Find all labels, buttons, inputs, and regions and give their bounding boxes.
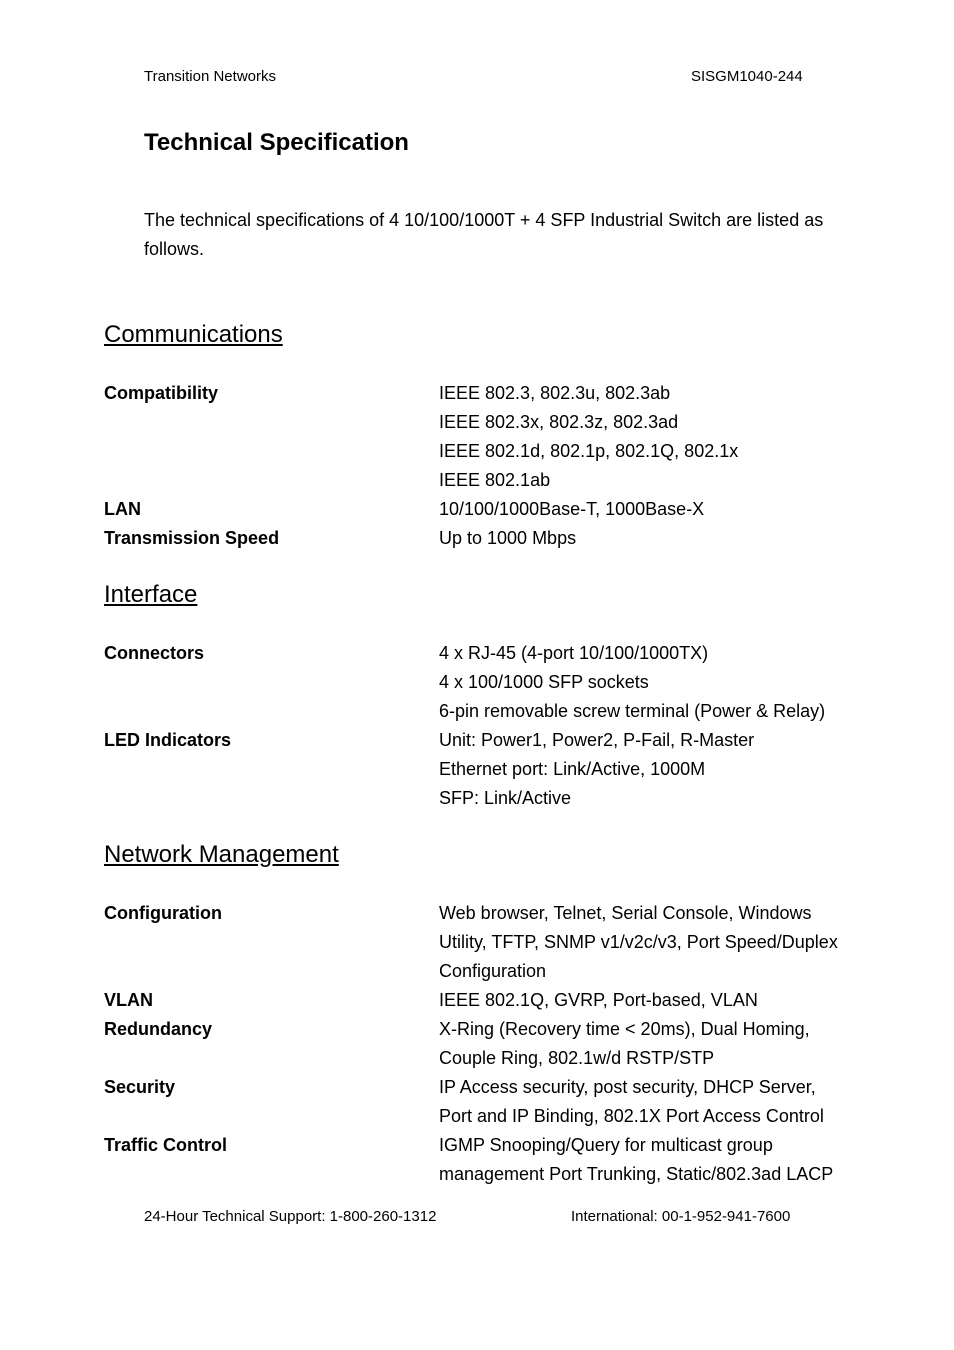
spec-row-lan: [104, 495, 884, 524]
spec-value: IEEE 802.3, 802.3u, 802.3ab: [439, 383, 671, 403]
spec-value: 4 x RJ-45 (4-port 10/100/1000TX): [439, 643, 709, 663]
spec-value: SFP: Link/Active: [439, 788, 572, 808]
page-title: Technical Specification: [144, 129, 409, 156]
spec-values: [439, 899, 884, 986]
spec-values: [439, 639, 884, 726]
section-title-network-management: Network Management: [104, 841, 339, 868]
spec-values: [439, 986, 884, 1015]
section-title-communications: Communications: [104, 321, 283, 348]
spec-label: Compatibility: [104, 383, 219, 403]
spec-label: LAN: [104, 499, 141, 519]
spec-values: [439, 495, 884, 524]
spec-list-communications: [104, 379, 884, 553]
section-title-interface: Interface: [104, 581, 198, 608]
spec-row-transmission-speed: [104, 524, 884, 553]
spec-values: [439, 379, 884, 495]
spec-list-interface: [104, 639, 884, 813]
spec-label: VLAN: [104, 990, 153, 1010]
spec-value: IEEE 802.3x, 802.3z, 802.3ad: [439, 412, 679, 432]
spec-label: Configuration: [104, 903, 222, 923]
spec-row-security: [104, 1073, 884, 1131]
spec-value: Couple Ring, 802.1w/d RSTP/STP: [439, 1048, 715, 1068]
spec-row-led-indicators: [104, 726, 884, 813]
header-model: SISGM1040-244: [691, 68, 803, 85]
spec-label: Traffic Control: [104, 1135, 228, 1155]
spec-values: [439, 524, 884, 553]
intro-paragraph: The technical specifications of 4 10/100/1000T + 4 SFP Industrial Switch are listed as follows.: [144, 210, 824, 259]
spec-value: Utility, TFTP, SNMP v1/v2c/v3, Port Speed/Duplex: [439, 932, 838, 952]
spec-value: Configuration: [439, 961, 547, 981]
spec-row-redundancy: [104, 1015, 884, 1073]
spec-value: Web browser, Telnet, Serial Console, Windows: [439, 903, 812, 923]
spec-value: 4 x 100/1000 SFP sockets: [439, 672, 649, 692]
footer-support-phone: 24-Hour Technical Support: 1-800-260-1312: [144, 1208, 437, 1225]
spec-value: 10/100/1000Base-T, 1000Base-X: [439, 499, 705, 519]
spec-value: Port and IP Binding, 802.1X Port Access Control: [439, 1106, 824, 1126]
spec-value: Ethernet port: Link/Active, 1000M: [439, 759, 706, 779]
spec-row-configuration: [104, 899, 884, 986]
spec-label: Security: [104, 1077, 176, 1097]
spec-value: IGMP Snooping/Query for multicast group: [439, 1135, 773, 1155]
spec-values: [439, 726, 884, 813]
spec-value: Unit: Power1, Power2, P-Fail, R-Master: [439, 730, 755, 750]
spec-values: [439, 1073, 884, 1131]
spec-values: [439, 1131, 884, 1189]
spec-list-network-management: [104, 899, 884, 1189]
spec-row-compatibility: [104, 379, 884, 495]
spec-value: IEEE 802.1ab: [439, 470, 551, 490]
spec-value: 6-pin removable screw terminal (Power & Relay): [439, 701, 826, 721]
spec-values: [439, 1015, 884, 1073]
spec-value: IEEE 802.1Q, GVRP, Port-based, VLAN: [439, 990, 758, 1010]
spec-value: IP Access security, post security, DHCP Server,: [439, 1077, 816, 1097]
spec-row-vlan: [104, 986, 884, 1015]
spec-label: LED Indicators: [104, 730, 232, 750]
spec-value: Up to 1000 Mbps: [439, 528, 577, 548]
spec-label: Redundancy: [104, 1019, 213, 1039]
spec-value: management Port Trunking, Static/802.3ad LACP: [439, 1164, 834, 1184]
spec-label: Transmission Speed: [104, 528, 280, 548]
spec-value: X-Ring (Recovery time < 20ms), Dual Homing,: [439, 1019, 810, 1039]
header-company: Transition Networks: [144, 68, 276, 85]
spec-row-traffic-control: [104, 1131, 884, 1189]
spec-label: Connectors: [104, 643, 205, 663]
footer-international-phone: International: 00-1-952-941-7600: [571, 1208, 791, 1225]
spec-value: IEEE 802.1d, 802.1p, 802.1Q, 802.1x: [439, 441, 739, 461]
spec-row-connectors: [104, 639, 884, 726]
